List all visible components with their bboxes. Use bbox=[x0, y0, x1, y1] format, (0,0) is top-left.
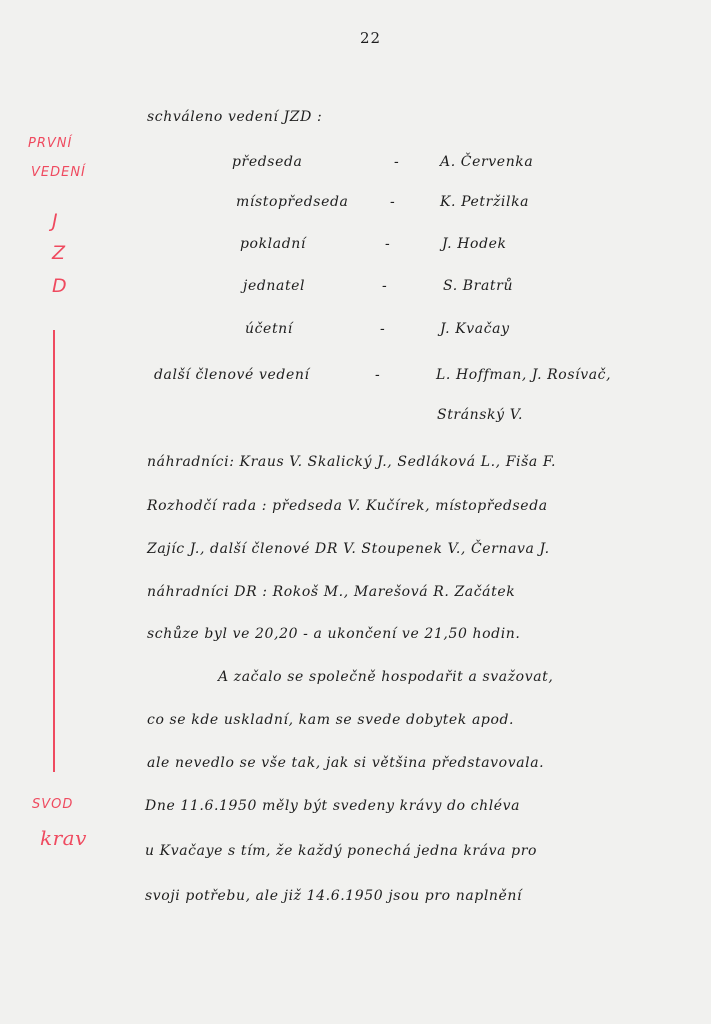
board-dash: - bbox=[375, 367, 381, 383]
text-line: Dne 11.6.1950 měly být svedeny krávy do chléva bbox=[145, 798, 521, 814]
margin-letter-j: J bbox=[52, 210, 58, 232]
board-role: předseda bbox=[232, 154, 303, 170]
margin-rule bbox=[53, 330, 55, 772]
board-role: pokladní bbox=[240, 236, 306, 252]
text-line: náhradníci DR : Rokoš M., Marešová R. Začátek bbox=[147, 584, 516, 600]
board-dash: - bbox=[394, 154, 400, 170]
margin-heading-line-2: VEDENÍ bbox=[31, 165, 86, 180]
text-line: Zajíc J., další členové DR V. Stoupenek V., Černava J. bbox=[147, 541, 550, 557]
board-person: A. Červenka bbox=[440, 154, 534, 170]
text-line: ale nevedlo se vše tak, jak si většina představovala. bbox=[147, 755, 545, 771]
text-line: svoji potřebu, ale již 14.6.1950 jsou pro naplnění bbox=[145, 888, 523, 904]
margin-letter-z: Z bbox=[52, 242, 66, 264]
text-line: u Kvačaye s tím, že každý ponechá jedna kráva pro bbox=[145, 843, 538, 859]
text-line: A začalo se společně hospodařit a svažovat, bbox=[218, 669, 554, 685]
board-person: L. Hoffman, J. Rosívač, bbox=[436, 367, 612, 383]
margin-heading-line-1: PRVNÍ bbox=[28, 136, 73, 151]
board-person: S. Bratrů bbox=[443, 278, 514, 294]
intro-line: schváleno vedení JZD : bbox=[147, 109, 323, 125]
page-number: 22 bbox=[360, 29, 382, 47]
board-role: další členové vedení bbox=[154, 367, 310, 383]
text-line: schůze byl ve 20,20 - a ukončení ve 21,50 hodin. bbox=[147, 626, 521, 642]
board-dash: - bbox=[385, 236, 391, 252]
board-person: J. Hodek bbox=[442, 236, 507, 252]
board-dash: - bbox=[390, 194, 396, 210]
board-person: K. Petržilka bbox=[440, 194, 530, 210]
margin-section-line-2: krav bbox=[40, 826, 87, 850]
text-line: náhradníci: Kraus V. Skalický J., Sedláková L., Fiša F. bbox=[147, 454, 557, 470]
text-line: co se kde uskladní, kam se svede dobytek apod. bbox=[147, 712, 515, 728]
margin-section-line-1: SVOD bbox=[32, 797, 74, 812]
board-role: místopředseda bbox=[236, 194, 349, 210]
board-continuation: Stránský V. bbox=[437, 407, 524, 423]
board-role: účetní bbox=[245, 321, 293, 337]
board-role: jednatel bbox=[243, 278, 306, 294]
margin-letter-d: D bbox=[52, 275, 67, 297]
board-person: J. Kvačay bbox=[440, 321, 510, 337]
board-dash: - bbox=[382, 278, 388, 294]
text-line: Rozhodčí rada : předseda V. Kučírek, místopředseda bbox=[147, 498, 548, 514]
board-dash: - bbox=[380, 321, 386, 337]
